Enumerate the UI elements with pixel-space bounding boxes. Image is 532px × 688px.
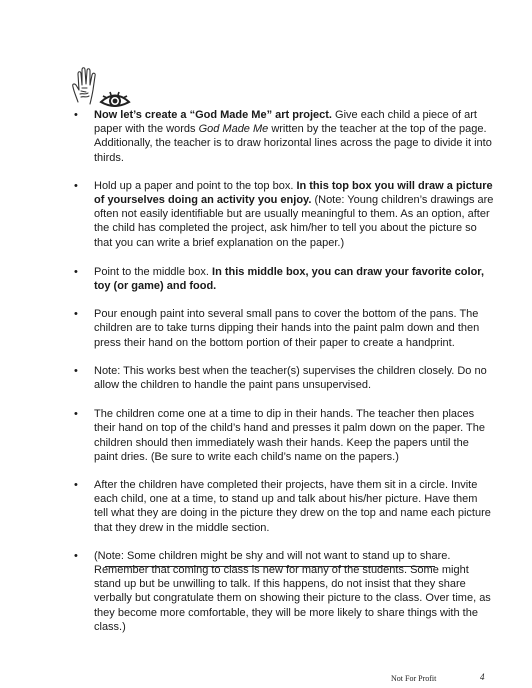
text-run: Give each child a piece of art paper with the words xyxy=(94,109,477,136)
list-item xyxy=(74,407,494,464)
header-icons xyxy=(68,66,132,108)
list-item xyxy=(74,549,494,634)
text-run: After the children have completed their projects, have them sit in a circle. Invite each child, one at a time, to stand up and talk about his/her picture. Have them tell what they are doing in the picture they drew on the top and name each picture that they drew in the middle section. xyxy=(94,479,491,534)
list-item-text xyxy=(94,108,494,165)
instruction-list xyxy=(74,108,494,634)
list-item-text xyxy=(94,364,494,392)
footer-note: Not For Profit xyxy=(391,674,437,683)
list-item xyxy=(74,179,494,250)
list-item xyxy=(74,364,494,392)
text-run: The children come one at a time to dip in their hands. The teacher then places their hand on top of the child’s hand and presses it palm down on the paper. The children should then immediately wash their hands. Keep the papers until the paint dries. (Be sure to write each child’s name on the papers.) xyxy=(94,408,485,463)
bullet-glyph: • xyxy=(74,549,78,562)
text-run: (Note: Some children might be shy and will not want to stand up to share. Remember that coming to class is new for many of the students. Some might stand up but be unwilling to talk. If this happens, do not insist that they share verbally but congratulate them on showing their picture to the class. Over time, as they become more comfortable, they will be more likely to share things with the class.) xyxy=(94,549,491,633)
bullet-glyph: • xyxy=(74,408,78,421)
list-item-text xyxy=(94,549,494,634)
list-item-text xyxy=(94,179,494,250)
text-run: In this middle box, you can draw your favorite color, toy (or game) and food. xyxy=(94,265,485,293)
signature-line xyxy=(105,566,435,567)
text-run: Pour enough paint into several small pans to cover the bottom of the pans. The children are to take turns dipping their hands into the paint palm down and then press their hand on the bottom portion of their paper to create a handprint. xyxy=(94,308,480,349)
text-run: Now let’s create a “God Made Me” art project. xyxy=(94,109,332,121)
bullet-glyph: • xyxy=(74,308,78,321)
text-run: written by the teacher at the top of the page. Additionally, the teacher is to draw horizontal lines across the page to divide it into thirds. xyxy=(94,123,492,164)
list-item-text xyxy=(94,307,494,350)
list-item-text xyxy=(94,478,494,535)
page-number: 4 xyxy=(480,672,485,682)
bullet-glyph: • xyxy=(74,265,78,278)
text-run: Note: This works best when the teacher(s) supervises the children closely. Do no allow the children to handle the paint pans unsupervised. xyxy=(94,364,487,392)
bullet-glyph: • xyxy=(74,109,78,121)
list-item xyxy=(74,307,494,350)
text-run: Hold up a paper and point to the top box. xyxy=(94,179,297,192)
text-run: Point to the middle box. xyxy=(94,265,213,278)
list-item xyxy=(74,265,494,293)
bullet-glyph: • xyxy=(74,479,78,492)
list-item-text xyxy=(94,407,494,464)
text-run: (Note: Young children’s drawings are often not easily identifiable but are usually meaningful to them. As an option, after the child has completed the project, ask him/her to tell you about the picture so that you can write a brief explanation on the paper.) xyxy=(94,194,494,249)
text-run: In this top box you will draw a picture of yourselves doing an activity you enjoy. xyxy=(94,179,493,207)
text-run: God Made Me xyxy=(198,123,269,136)
list-item-text xyxy=(94,265,494,293)
bullet-glyph: • xyxy=(74,364,78,377)
list-item xyxy=(74,108,494,165)
list-item xyxy=(74,478,494,535)
bullet-glyph: • xyxy=(74,179,78,192)
